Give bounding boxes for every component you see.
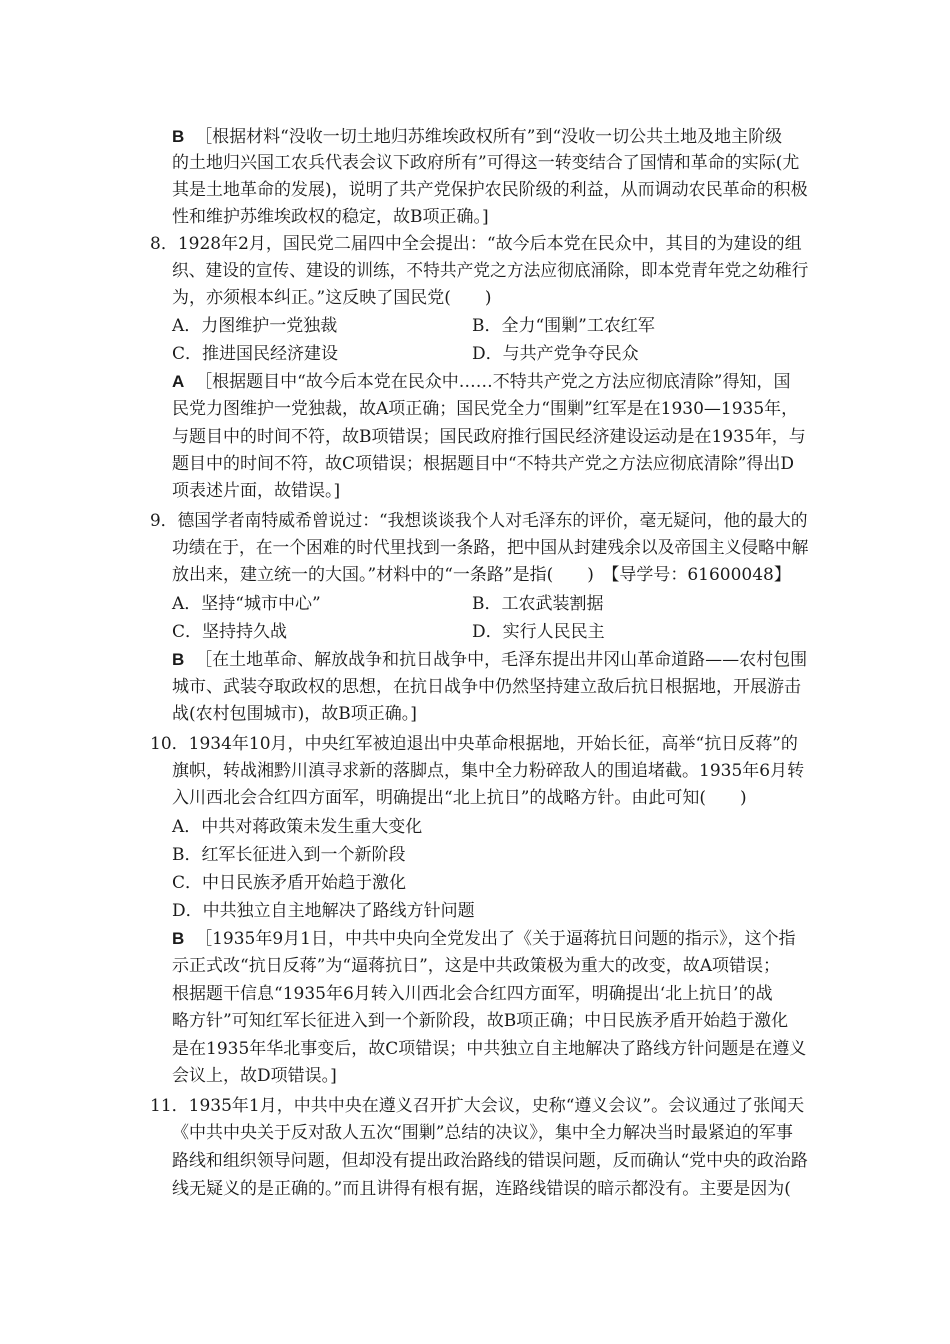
q10-stem-line-2: 旗帜，转战湘黔川滇寻求新的落脚点，集中全力粉碎敌人的围追堵截。1935年6月转 [172, 761, 805, 781]
q10-answer-line-3: 根据题干信息“1935年6月转入川西北会合红四方面军，明确提出‘北上抗日’的战 [172, 984, 773, 1004]
q10-stem-line-3: 入川西北会合红四方面军，明确提出“北上抗日”的战略方针。由此可知( ) [172, 788, 747, 808]
q9-stem-line-2: 功绩在于，在一个困难的时代里找到一条路，把中国从封建残余以及帝国主义侵略中解 [172, 538, 809, 558]
q8-answer-line-2: 民党力图维护一党独裁，故A项正确；国民党全力“围剿”红军是在1930—1935年， [172, 399, 799, 419]
q8-answer-line-5: 项表述片面，故错误。] [172, 481, 341, 501]
q8-option-c: C．推进国民经济建设 [172, 344, 339, 364]
q9-answer-line-3: 战(农村包围城市)，故B项正确。] [172, 704, 417, 724]
q8-number: 8． [150, 234, 178, 254]
q10-answer-line-4: 略方针”可知红军长征进入到一个新阶段，故B项正确；中日民族矛盾开始趋于激化 [172, 1011, 789, 1031]
q10-option-c: C．中日民族矛盾开始趋于激化 [172, 873, 407, 893]
q8-option-a: A．力图维护一党独裁 [172, 316, 338, 336]
q8-stem-line-1: 8．1928年2月，国民党二届四中全会提出：“故今后本党在民众中，其目的为建设的组 [150, 234, 802, 254]
q8-stem-line-2: 织、建设的宣传、建设的训练，不特共产党之方法应彻底涌除，即本党青年党之幼稚行 [172, 261, 809, 281]
q8-answer-line-3: 与题目中的时间不符，故B项错误；国民政府推行国民经济建设运动是在1935年，与 [172, 427, 806, 447]
q10-answer-line-1: B ［1935年9月1日，中共中央向全党发出了《关于逼蒋抗日问题的指示》，这个指 [172, 929, 796, 949]
q10-option-d: D．中共独立自主地解决了路线方针问题 [172, 901, 475, 921]
q10-stem-line-1: 10．1934年10月，中央红军被迫退出中央革命根据地，开始长征，高举“抗日反蒋”的 [150, 734, 798, 754]
q11-stem-line-1: 11．1935年1月，中共中央在遵义召开扩大会议，史称“遵义会议”。会议通过了张闻天 [150, 1096, 805, 1116]
q10-answer-line-2: 示正式改“抗日反蒋”为“逼蒋抗日”，这是中共政策极为重大的改变，故A项错误； [172, 956, 781, 976]
q8-answer-line-4: 题目中的时间不符，故C项错误；根据题目中“不特共产党之方法应彻底清除”得出D [172, 454, 795, 474]
q9-option-b: B．工农武装割据 [472, 594, 604, 614]
q11-stem-line-4: 线无疑义的是正确的。”而且讲得有根有据，连路线错误的暗示都没有。主要是因为( [172, 1179, 791, 1199]
q9-answer-line-1: B ［在土地革命、解放战争和抗日战争中，毛泽东提出井冈山革命道路——农村包围 [172, 650, 808, 670]
q10-answer-line-6: 会议上，故D项错误。] [172, 1066, 337, 1086]
q9-answer-letter: B [172, 650, 185, 669]
q9-stem-line-3: 放出来，建立统一的大国。”材料中的“一条路”是指( ) 【导学号：61600048】 [172, 565, 791, 585]
prev-answer-letter: B [172, 127, 185, 146]
q11-stem-line-2: 《中共中央关于反对敌人五次“围剿”总结的决议》，集中全力解决当时最紧迫的军事 [172, 1123, 793, 1143]
q8-stem-line-3: 为，亦须根本纠正。”这反映了国民党( ) [172, 288, 492, 308]
q9-number: 9． [150, 511, 178, 531]
q8-option-b: B．全力“围剿”工农红军 [472, 316, 655, 336]
prev-answer-line-1: B ［根据材料“没收一切土地归苏维埃政权所有”到“没收一切公共土地及地主阶级 [172, 127, 783, 147]
prev-answer-line-3: 其是土地革命的发展)，说明了共产党保护农民阶级的利益，从而调动农民革命的积极 [172, 180, 808, 200]
prev-answer-line-4: 性和维护苏维埃政权的稳定，故B项正确。] [172, 207, 489, 227]
q11-number: 11． [150, 1096, 189, 1116]
q9-option-d: D．实行人民民主 [472, 622, 605, 642]
q9-stem-line-1: 9．德国学者南特威希曾说过：“我想谈谈我个人对毛泽东的评价，毫无疑问，他的最大的 [150, 511, 808, 531]
q9-answer-line-2: 城市、武装夺取政权的思想，在抗日战争中仍然坚持建立敌后抗日根据地，开展游击 [172, 677, 801, 697]
q10-number: 10． [150, 734, 189, 754]
q10-option-a: A．中共对蒋政策未发生重大变化 [172, 817, 423, 837]
q8-option-d: D．与共产党争夺民众 [472, 344, 639, 364]
q11-stem-line-3: 路线和组织领导问题，但却没有提出政治路线的错误问题，反而确认“党中央的政治路 [172, 1151, 808, 1171]
q10-answer-letter: B [172, 929, 185, 948]
q8-answer-letter: A [172, 372, 185, 391]
q10-answer-line-5: 是在1935年华北事变后，故C项错误；中共独立自主地解决了路线方针问题是在遵义 [172, 1039, 807, 1059]
q9-option-c: C．坚持持久战 [172, 622, 288, 642]
q10-option-b: B．红军长征进入到一个新阶段 [172, 845, 406, 865]
q8-answer-line-1: A ［根据题目中“故今后本党在民众中……不特共产党之方法应彻底清除”得知，国 [172, 372, 791, 392]
prev-answer-line-2: 的土地归兴国工农兵代表会议下政府所有”可得这一转变结合了国情和革命的实际(尤 [172, 153, 800, 173]
q9-option-a: A．坚持“城市中心” [172, 594, 321, 614]
